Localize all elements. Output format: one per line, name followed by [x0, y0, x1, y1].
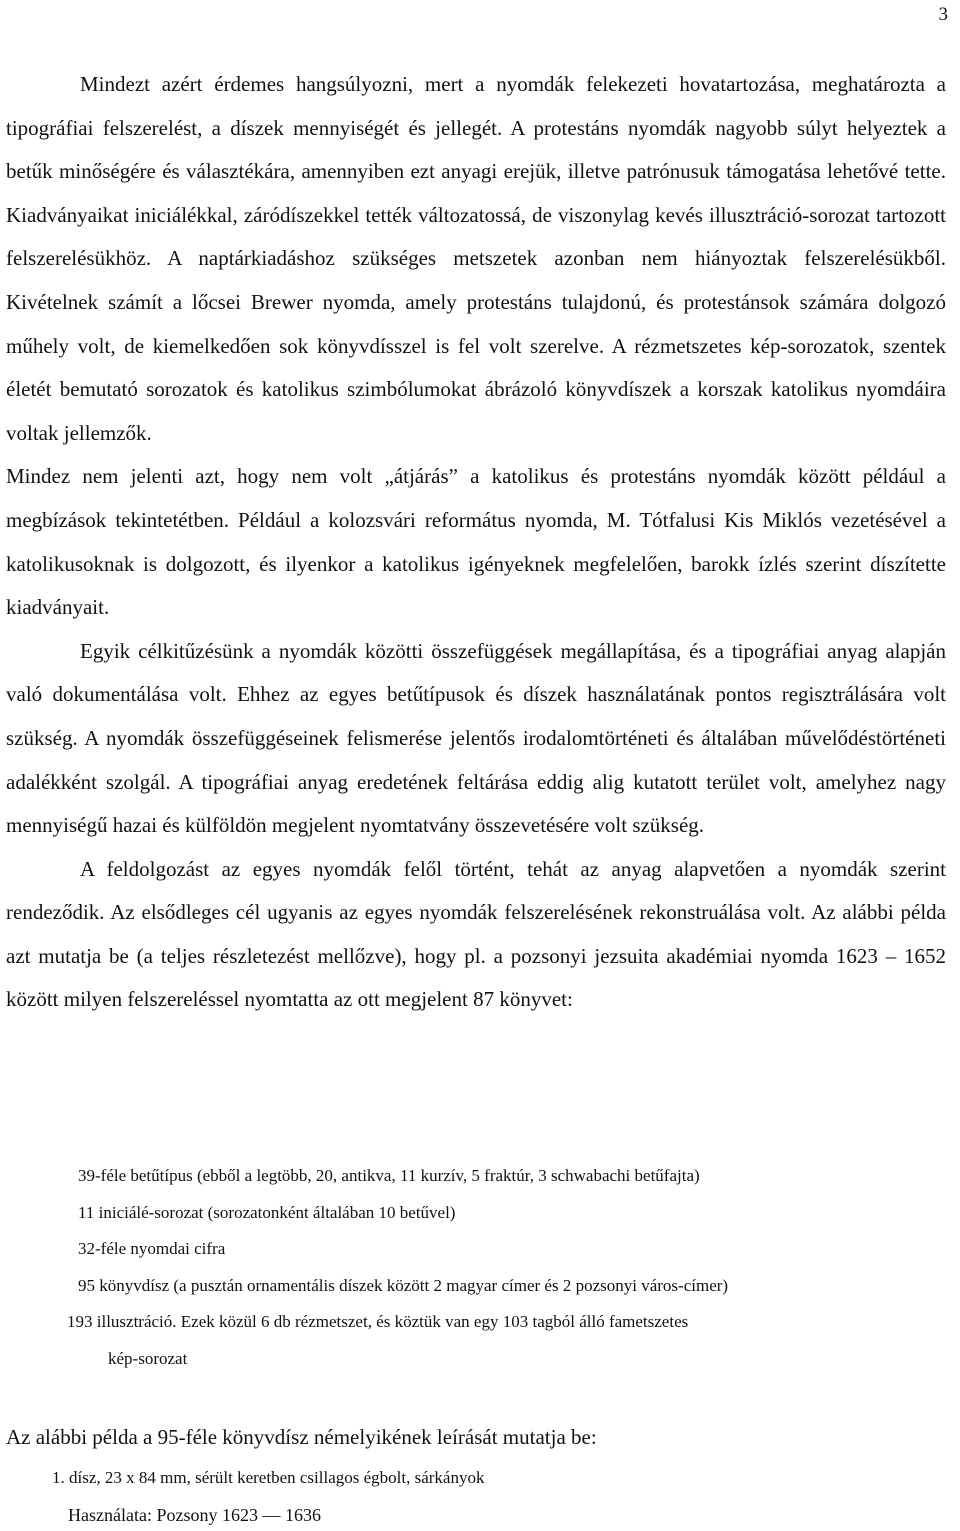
page-number: 3	[938, 4, 948, 25]
list-item: 193 illusztráció. Ezek közül 6 db rézmetszet, és köztük van egy 103 tagból álló fametszetes	[67, 1312, 689, 1331]
list-item: 11 iniciálé-sorozat (sorozatonként általában 10 betűvel)	[78, 1202, 456, 1222]
list-item: 32-féle nyomdai cifra	[78, 1239, 226, 1258]
paragraph-method: A feldolgozást az egyes nyomdák felől történt, tehát az anyag alapvetően a nyomdák szerint rendeződik. Az elsődleges cél ugyanis az egyes nyomdák felszerelésének rekonstruálása volt. Az alábbi példa azt mutatja be (a teljes részletezést mellőzve), hogy pl. a pozsonyi jezsuita akadémiai nyomda 1623 – 1652 között milyen felszereléssel nyomtatta az ott megjelent 87 könyvet:	[6, 856, 946, 1012]
paragraph-crossover: Mindez nem jelenti azt, hogy nem volt „átjárás” a katolikus és protestáns nyomdák között például a megbízások tekintetétben. Például a kolozsvári református nyomda, M. Tótfalusi Kis Miklós vezetésével a katolikusoknak is dolgozott, és ilyenkor a katolikus igényeknek megfelelően, barokk ízlés szerint díszítette kiadványait.	[6, 464, 946, 620]
list-item-continuation: kép-sorozat	[108, 1348, 188, 1368]
list-item: 39-féle betűtípus (ebből a legtöbb, 20, antikva, 11 kurzív, 5 fraktúr, 3 schwabachi betűfajta)	[78, 1166, 700, 1185]
list-item: 95 könyvdísz (a pusztán ornamentális díszek között 2 magyar címer és 2 pozsonyi város-címer)	[78, 1275, 729, 1295]
paragraph-denominations: Mindezt azért érdemes hangsúlyozni, mert a nyomdák felekezeti hovatartozása, meghatározta a tipográfiai felszerelést, a díszek mennyiségét és jellegét. A protestáns nyomdák nagyobb súlyt helyeztek a betűk minőségére és választékára, amennyiben ezt anyagi erejük, illetve patrónusuk támogatása lehetővé tette. Kiadványaikat iniciálékkal, záródíszekkel tették változatossá, de viszonylag kevés illusztráció-sorozat tartozott felszerelésükhöz. A naptárkiadáshoz szükséges metszetek azonban nem hiányoztak felszerelésükből. Kivételnek számít a lőcsei Brewer nyomda, amely protestáns tulajdonú, és protestánsok számára dolgozó műhely volt, de kiemelkedően sok könyvdísszel is fel volt szerelve. A rézmetszetes kép-sorozatok, szentek életét bemutató sorozatok és katolikus szimbólumokat ábrázoló könyvdíszek a korszak katolikus nyomdáira voltak jellemzők.	[6, 72, 946, 445]
body-text	[6, 63, 946, 1022]
example-intro: Az alábbi példa a 95-féle könyvdísz némelyikének leírását mutatja be:	[6, 1425, 597, 1449]
ornament-usage: Használata: Pozsony 1623 — 1636	[68, 1505, 321, 1525]
ornament-item: 1. dísz, 23 x 84 mm, sérült keretben csillagos égbolt, sárkányok	[52, 1468, 485, 1487]
paragraph-objectives: Egyik célkitűzésünk a nyomdák közötti összefüggések megállapítása, és a tipográfiai anyag alapján való dokumentálása volt. Ehhez az egyes betűtípusok és díszek használatának pontos regisztrálására volt szükség. A nyomdák összefüggéseinek felismerése jelentős irodalomtörténeti és általában művelődéstörténeti adalékként szolgál. A tipográfiai anyag eredetének feltárása eddig alig kutatott terület volt, amelyhez nagy mennyiségű hazai és külföldön megjelent nyomtatvány összevetésére volt szükség.	[6, 638, 946, 838]
equipment-list	[0, 1158, 960, 1377]
